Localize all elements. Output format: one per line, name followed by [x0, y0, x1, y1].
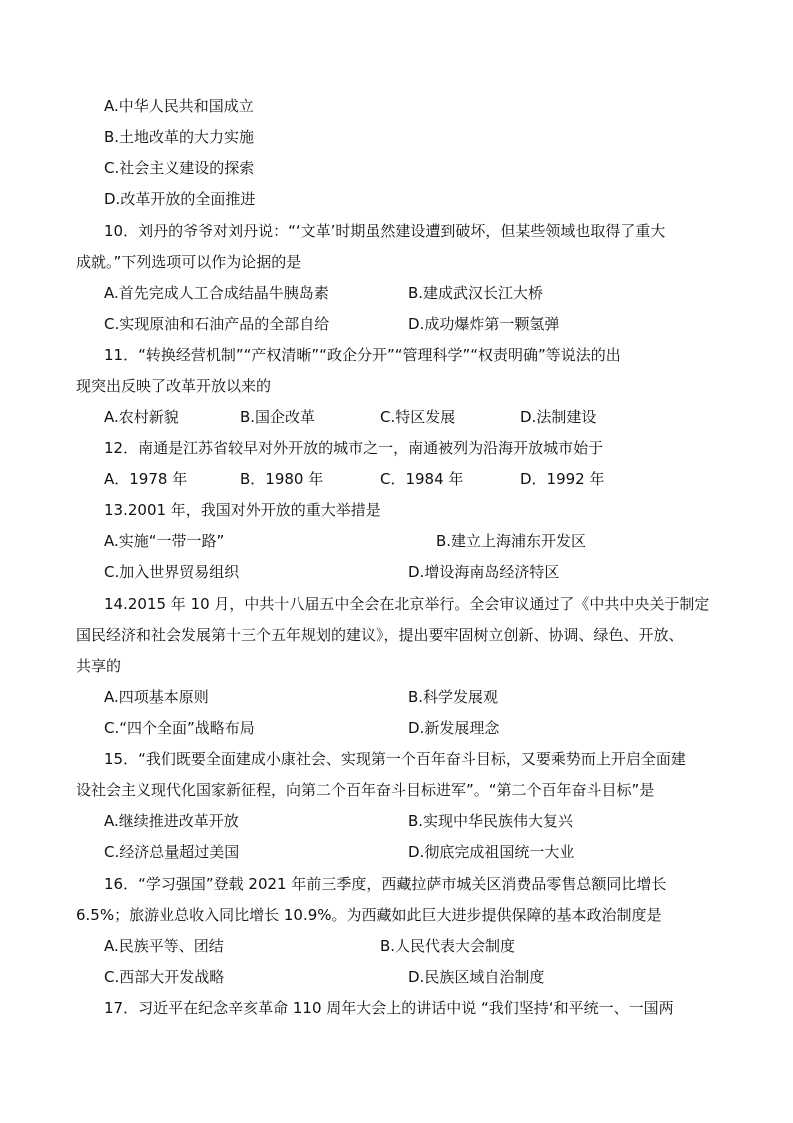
q13-stem-line1: 13.2001 年，我国对外开放的重大举措是 [104, 501, 381, 519]
q9-option-d: D.改革开放的全面推进 [104, 190, 256, 208]
q11-option-a: A.农村新貌 [104, 408, 179, 426]
q14-option-a: A.四项基本原则 [104, 688, 209, 706]
q11-stem-line2: 现突出反映了改革开放以来的 [76, 377, 272, 395]
q16-option-a: A.民族平等、团结 [104, 937, 224, 955]
q13-option-c: C.加入世界贸易组织 [104, 563, 240, 581]
q12-option-c: C．1984 年 [380, 470, 464, 488]
q16-option-d: D.民族区域自治制度 [408, 968, 545, 986]
q14-stem-line1: 14.2015 年 10 月，中共十八届五中全会在北京举行。全会审议通过了《中共中央关于制定 [104, 595, 710, 613]
q14-option-c: C.“四个全面”战略布局 [104, 719, 255, 737]
q9-option-c: C.社会主义建设的探索 [104, 159, 255, 177]
q10-option-a: A.首先完成人工合成结晶牛胰岛素 [104, 284, 329, 302]
q12-option-d: D．1992 年 [520, 470, 605, 488]
q10-stem-line1: 10．刘丹的爷爷对刘丹说：“‘文革’时期虽然建设遭到破坏，但某些领域也取得了重大 [104, 222, 666, 240]
q16-option-c: C.西部大开发战略 [104, 968, 225, 986]
q15-option-a: A.继续推进改革开放 [104, 812, 239, 830]
q15-stem-line1: 15．“我们既要全面建成小康社会、实现第一个百年奋斗目标，又要乘势而上开启全面建 [104, 750, 686, 768]
q12-option-a: A．1978 年 [104, 470, 188, 488]
q12-option-b: B．1980 年 [240, 470, 324, 488]
q10-option-b: B.建成武汉长江大桥 [408, 284, 544, 302]
q10-stem-line2: 成就。”下列选项可以作为论据的是 [76, 253, 302, 271]
q9-option-b: B.土地改革的大力实施 [104, 128, 255, 146]
q12-stem-line1: 12．南通是江苏省较早对外开放的城市之一，南通被列为沿海开放城市始于 [104, 439, 604, 457]
q16-stem-line2: 6.5%；旅游业总收入同比增长 10.9%。为西藏如此巨大进步提供保障的基本政治制度是 [76, 906, 662, 924]
q14-option-b: B.科学发展观 [408, 688, 499, 706]
q16-option-b: B.人民代表大会制度 [380, 937, 516, 955]
q11-stem-line1: 11．“转换经营机制”“产权清晰”“政企分开”“管理科学”“权责明确”等说法的出 [104, 346, 621, 364]
q11-option-d: D.法制建设 [520, 408, 597, 426]
q14-option-d: D.新发展理念 [408, 719, 500, 737]
q14-stem-line2: 国民经济和社会发展第十三个五年规划的建议》，提出要牢固树立创新、协调、绿色、开放、 [76, 626, 684, 644]
q10-option-c: C.实现原油和石油产品的全部自给 [104, 315, 330, 333]
q15-option-c: C.经济总量超过美国 [104, 843, 240, 861]
q15-option-b: B.实现中华民族伟大复兴 [408, 812, 574, 830]
q16-stem-line1: 16．“学习强国”登载 2021 年前三季度，西藏拉萨市城关区消费品零售总额同比增长 [104, 875, 667, 893]
q14-stem-line3: 共享的 [76, 657, 122, 675]
q13-option-a: A.实施“一带一路” [104, 532, 225, 550]
q11-option-b: B.国企改革 [240, 408, 316, 426]
q15-option-d: D.彻底完成祖国统一大业 [408, 843, 575, 861]
q11-option-c: C.特区发展 [380, 408, 456, 426]
q13-option-b: B.建立上海浦东开发区 [436, 532, 587, 550]
q13-option-d: D.增设海南岛经济特区 [408, 563, 560, 581]
q17-stem-line1: 17．习近平在纪念辛亥革命 110 周年大会上的讲话中说 “我们坚持‘和平统一、一国两 [104, 999, 674, 1017]
q15-stem-line2: 设社会主义现代化国家新征程，向第二个百年奋斗目标进军”。“第二个百年奋斗目标”是 [76, 781, 655, 799]
q9-option-a: A.中华人民共和国成立 [104, 97, 254, 115]
q10-option-d: D.成功爆炸第一颗氢弹 [408, 315, 560, 333]
